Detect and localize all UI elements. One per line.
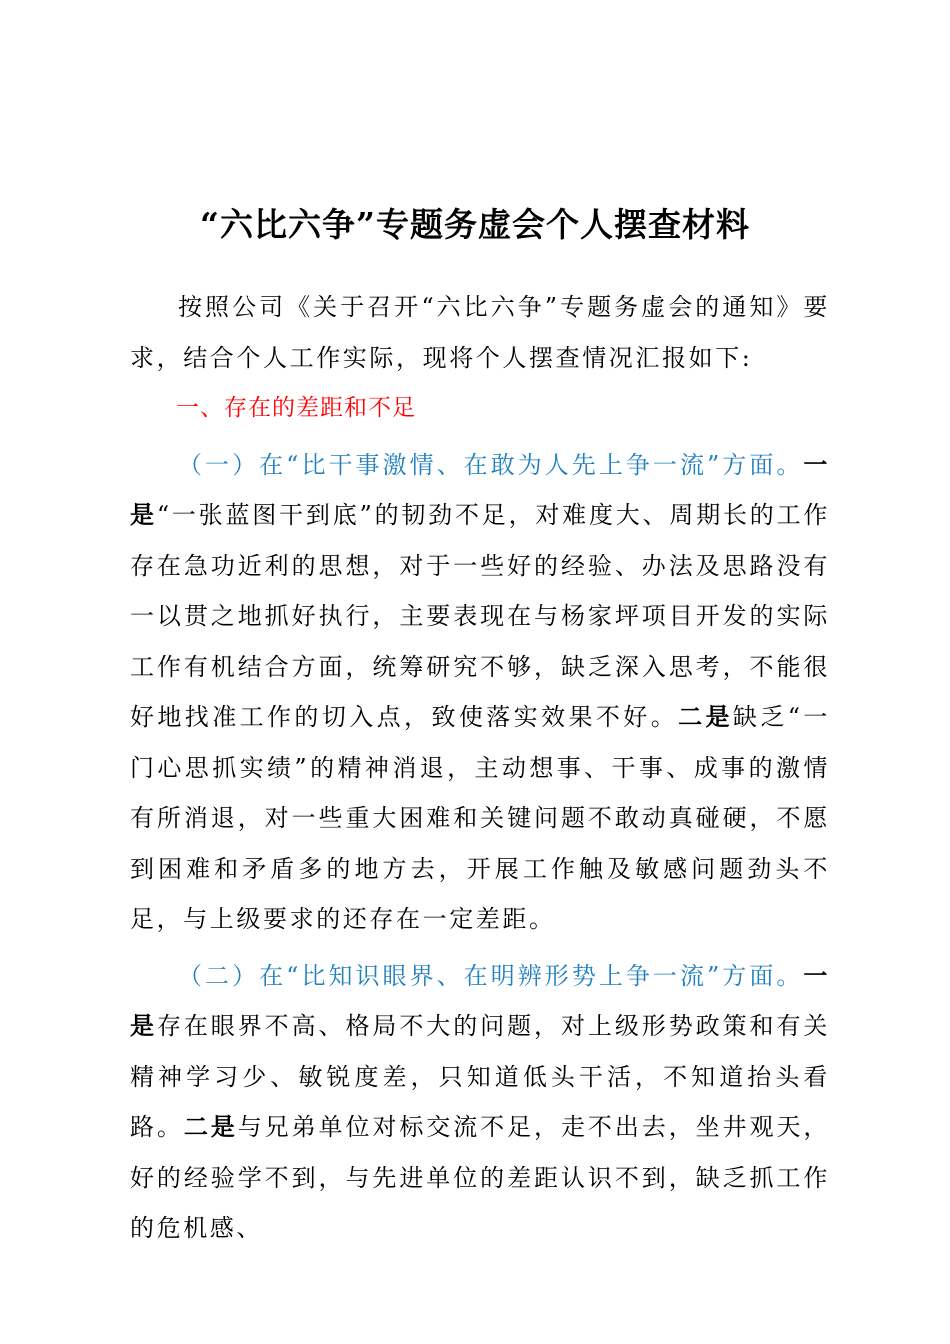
item1-text1: “一张蓝图干到底”的韧劲不足，对难度大、周期长的工作存在急功近利的思想，对于一些好的经验、办法及思路没有一以贯之地抓好执行，主要表现在与杨家坪项目开发的实际工作有机结合方面，统筹研究不够，缺乏深入思考，不能很好地找准工作的切入点，致使落实效果不好。	[130, 501, 830, 731]
intro-paragraph: 按照公司《关于召开“六比六争”专题务虚会的通知》要求，结合个人工作实际，现将个人摆查情况汇报如下:	[130, 293, 830, 372]
document-body	[130, 282, 830, 1254]
item2-text1: 存在眼界不高、格局不大的问题，对上级形势政策和有关精神学习少、敏锐度差，只知道低头干活，不知道抬头看路。	[130, 1012, 830, 1141]
item1-lead1: 一是	[130, 449, 830, 529]
item2-paragraph	[130, 951, 830, 1254]
section-heading: 一、存在的差距和不足	[176, 395, 416, 421]
item2-text2: 与兄弟单位对标交流不足，走不出去，坐井观天，好的经验学不到，与先进单位的差距认识不到，缺乏抓工作的危机感、	[130, 1113, 830, 1242]
item1-paragraph	[130, 440, 830, 945]
item2-lead2: 二是	[183, 1112, 238, 1141]
document-title: “六比六争”专题务虚会个人摆查材料	[200, 205, 750, 244]
item1-lead2: 二是	[678, 702, 733, 731]
item1-text2: 缺乏“一门心思抓实绩”的精神消退，主动想事、干事、成事的激情有所消退，对一些重大困难和关键问题不敢动真碰硬，不愿到困难和矛盾多的地方去，开展工作触及敏感问题劲头不足，与上级要求的还存在一定差距。	[130, 703, 831, 933]
item1-heading: （一）在“比干事激情、在敢为人先上争一流”方面。	[178, 450, 804, 479]
item2-lead1: 一是	[130, 960, 830, 1040]
item2-heading: （二）在“比知识眼界、在明辨形势上争一流”方面。	[178, 961, 804, 990]
